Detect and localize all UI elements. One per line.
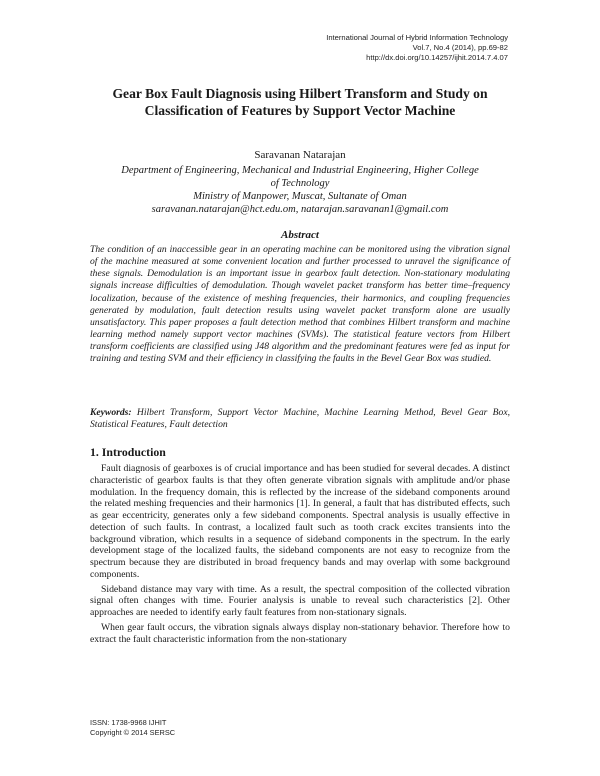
keywords-list: Hilbert Transform, Support Vector Machine, Machine Learning Method, Bevel Gear Box, Statistical Features, Fault detection	[90, 407, 510, 431]
title-line-2: Classification of Features by Support Vector Machine	[144, 102, 456, 118]
issn: ISSN: 1738-9968 IJHIT	[90, 718, 167, 727]
introduction-body	[90, 463, 510, 648]
affiliation	[98, 164, 502, 216]
paragraph: Fault diagnosis of gearboxes is of crucial importance and has been studied for several decades. A distinct characteristic of gearbox faults is that they often generate vibration signals with amplitude and/or phase modulation. In the frequency domain, this is reflected by the increase of the sideband components around the related meshing frequencies and their harmonics [1]. In general, a fault that has distributed effects, such as gear eccentricity, generates only a few sideband components. Spectral analysis is usually effective in detection of such faults. In contrast, a localized fault such as tooth crack excites transients into the background vibration, which results in a sequence of sideband components in the spectrum. In the early development stage of the localized faults, the sideband components are not easy to recognize from the spectrum because they are distributed in broad frequency bands and may overlap with some background components.	[90, 463, 510, 580]
section-heading-introduction: 1. Introduction	[90, 445, 166, 459]
author-name: Saravanan Natarajan	[254, 149, 346, 161]
abstract-heading: Abstract	[281, 229, 319, 241]
doi-link[interactable]: http://dx.doi.org/10.14257/ijhit.2014.7.4.07	[366, 53, 508, 62]
keywords-label: Keywords:	[90, 407, 132, 418]
affiliation-line-1: Department of Engineering, Mechanical and Industrial Engineering, Higher College	[121, 165, 479, 176]
paper-title	[88, 86, 512, 119]
copyright: Copyright © 2014 SERSC	[90, 728, 176, 737]
abstract-text: The condition of an inaccessible gear in an operating machine can be monitored using the vibration signal of the machine measured at some convenient location and further processed to unravel the significance of these signals. Demodulation is an important issue in gearbox fault detection. Non-stationary modulating signals increase difficulties of demodulation. Though wavelet packet transform has better time–frequency localization, because of the existence of meshing frequencies, their harmonics, and coupling frequencies generated by modulation, fault detection results using wavelet packet transform alone are usually unsatisfactory. This paper proposes a fault detection method that combines Hilbert transform and machine learning method namely support vector machines (SVMs). The statistical feature vectors from Hilbert transform coefficients are classified using J48 algorithm and the predominant features were fed as input for training and testing SVM and their efficiency in classifying the faults in the Bevel Gear Box was studied.	[90, 244, 510, 365]
title-line-1: Gear Box Fault Diagnosis using Hilbert Transform and Study on	[112, 86, 488, 101]
running-header	[326, 33, 508, 63]
affiliation-line-2: of Technology	[270, 178, 330, 189]
paragraph: Sideband distance may vary with time. As a result, the spectral composition of the collected vibration signal often changes with time. Fourier analysis is unable to reveal such characteristics [2]. Other approaches are needed to identify early fault features from non-stationary signals.	[90, 583, 510, 618]
page-footer	[90, 718, 175, 738]
author-emails[interactable]: saravanan.natarajan@hct.edu.om, natarajan.saravanan1@gmail.com	[151, 204, 449, 215]
paragraph: When gear fault occurs, the vibration signals always display non-stationary behavior. Therefore how to extract the fault characteristic information from the non-stationary	[90, 621, 510, 645]
journal-name: International Journal of Hybrid Information Technology	[326, 33, 508, 42]
keywords	[90, 407, 510, 431]
volume-info: Vol.7, No.4 (2014), pp.69-82	[412, 43, 508, 52]
affiliation-line-3: Ministry of Manpower, Muscat, Sultanate of Oman	[193, 191, 407, 202]
